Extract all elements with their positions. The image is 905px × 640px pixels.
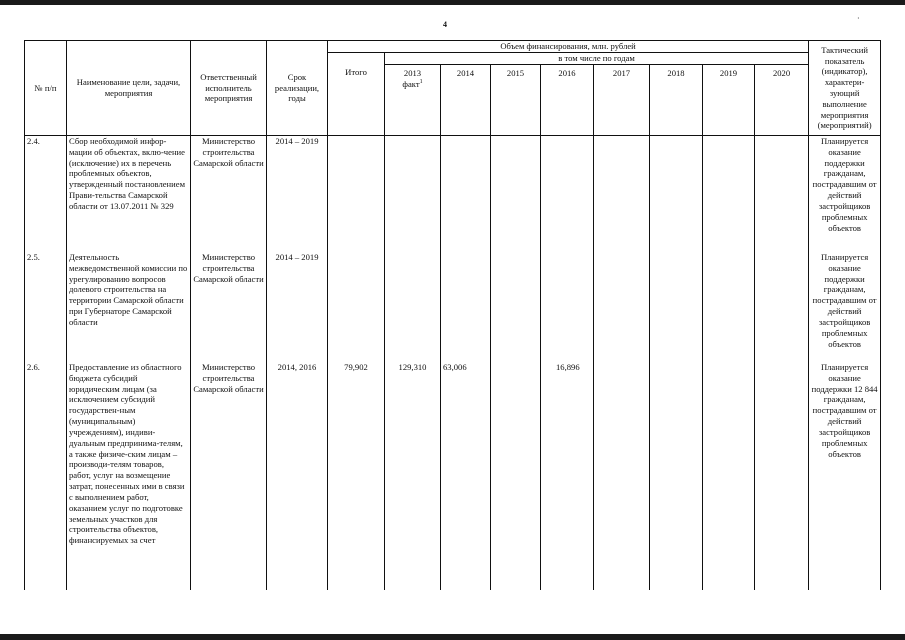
row-executor: Министерство строительства Самарской области [191,362,267,590]
row-2020 [755,136,809,253]
header-total: Итого [328,53,385,136]
row-term: 2014 – 2019 [267,252,328,362]
scan-top-border [0,0,905,5]
row-2013 [385,252,441,362]
row-num: 2.5. [25,252,67,362]
header-name: Наименование цели, задачи, мероприятия [67,41,191,136]
row-2014: 63,006 [441,362,491,590]
row-num: 2.6. [25,362,67,590]
row-executor: Министерство строительства Самарской области [191,136,267,253]
scan-bottom-border [0,634,905,640]
header-executor: Ответственный исполнитель мероприятия [191,41,267,136]
row-2018 [650,136,703,253]
footnote-marker: 1 [419,78,423,85]
row-2013: 129,310 [385,362,441,590]
scan-mark: · [857,14,860,23]
table-row [25,252,881,362]
funding-table [24,40,881,590]
row-2019 [703,136,755,253]
header-year-2015: 2015 [491,65,541,136]
header-year-2013-label: 2013 [403,68,422,78]
row-executor: Министерство строительства Самарской области [191,252,267,362]
row-total: 79,902 [328,362,385,590]
row-indicator: Планируется оказание поддержки гражданам, пострадавшим от действий застройщиков проблемных объектов [809,136,881,253]
row-2019 [703,362,755,590]
row-2017 [594,252,650,362]
row-2016 [541,252,594,362]
row-2014 [441,252,491,362]
row-2016 [541,136,594,253]
header-year-2013 [385,65,441,136]
page-number: 4 [443,20,447,29]
row-indicator: Планируется оказание поддержки 12 844 гражданам, пострадавшим от действий застройщиков проблемных объектов [809,362,881,590]
row-2017 [594,136,650,253]
row-term: 2014, 2016 [267,362,328,590]
header-year-2014: 2014 [441,65,491,136]
row-2017 [594,362,650,590]
table-row [25,362,881,590]
header-funding: Объем финансирования, млн. рублей [328,41,809,53]
row-2019 [703,252,755,362]
header-indicator: Тактический показатель (индикатор), характери-зующий выполнение мероприятия (мероприятий) [809,41,881,136]
header-year-2016: 2016 [541,65,594,136]
row-2014 [441,136,491,253]
row-2015 [491,362,541,590]
table-row [25,136,881,253]
row-2020 [755,362,809,590]
row-indicator: Планируется оказание поддержки гражданам, пострадавшим от действий застройщиков проблемных объектов [809,252,881,362]
row-total [328,136,385,253]
header-year-2019: 2019 [703,65,755,136]
header-num: № п/п [25,41,67,136]
header-by-years: в том числе по годам [385,53,809,65]
row-2018 [650,252,703,362]
header-year-2018: 2018 [650,65,703,136]
row-2015 [491,252,541,362]
row-num: 2.4. [25,136,67,253]
header-year-2017: 2017 [594,65,650,136]
row-name: Предоставление из областного бюджета субсидий юридическим лицам (за исключением субсидий государствен-ным (муниципальным) учреждениям), индиви-дуальным предпринима-телям, а также физиче-ским лицам – производи-телям товаров, работ, услуг на возмещение затрат, понесенных ими в связи с выполнением работ, оказанием услуг по подготовке земельных участков для строительства объектов, финансируемых за счет [67,362,191,590]
header-year-2013-note: факт [402,78,420,89]
row-total [328,252,385,362]
row-2020 [755,252,809,362]
header-term: Срок реализации, годы [267,41,328,136]
row-term: 2014 – 2019 [267,136,328,253]
row-name: Деятельность межведомственной комиссии по урегулированию вопросов долевого строительства на территории Самарской области при Губернаторе Самарской области [67,252,191,362]
header-year-2020: 2020 [755,65,809,136]
row-2013 [385,136,441,253]
row-2015 [491,136,541,253]
row-2016: 16,896 [541,362,594,590]
row-2018 [650,362,703,590]
row-name: Сбор необходимой инфор-мации об объектах, вклю-чение (исключение) их в перечень проблемных объектов, утвержденный постановлением Прави-тельства Самарской области от 13.07.2011 № 329 [67,136,191,253]
